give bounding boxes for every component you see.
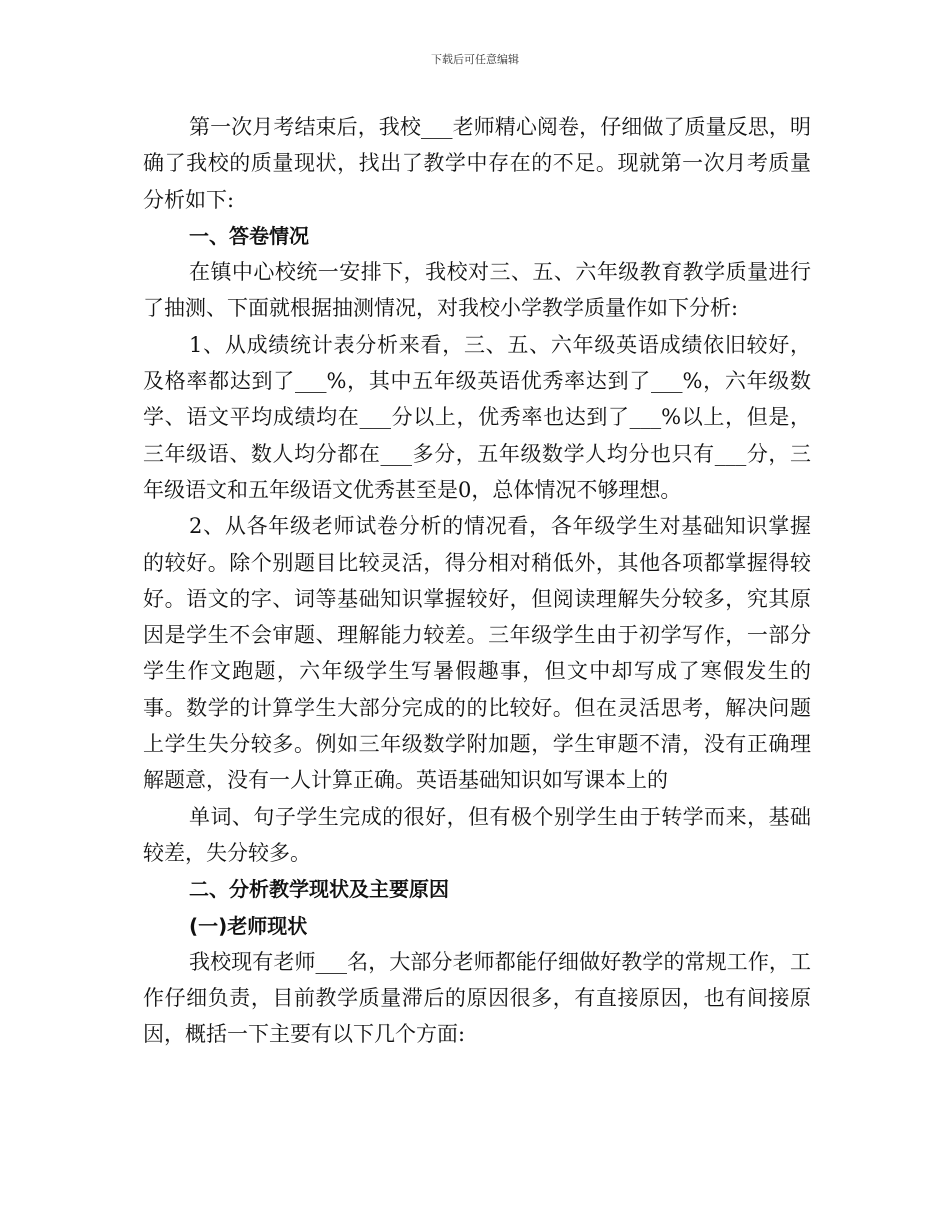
paragraph-teacher-status: 我校现有老师___名，大部分老师都能仔细做好教学的常规工作，工作仔细负责，目前教学质量滞后的原因很多，有直接原因，也有间接原因，概括一下主要有以下几个方面: bbox=[143, 949, 811, 1047]
paragraph-sampling: 在镇中心校统一安排下，我校对三、五、六年级教育教学质量进行了抽测、下面就根据抽测情况，对我校小学教学质量作如下分析: bbox=[143, 260, 811, 321]
paragraph-score-statistics: 1、从成绩统计表分析来看，三、五、六年级英语成绩依旧较好，及格率都达到了___%，其中五年级英语优秀率达到了___%，六年级数学、语文平均成绩均在___分以上，优秀率也达到了___%以上，但是，三年级语、数人均分都在___多分，五年级数学人均分也只有___分，三年级语文和五年级语文优秀甚至是0，总体情况不够理想。 bbox=[143, 332, 811, 502]
intro-paragraph: 第一次月考结束后，我校___老师精心阅卷，仔细做了质量反思，明确了我校的质量现状，找出了教学中存在的不足。现就第一次月考质量分析如下: bbox=[143, 115, 811, 212]
section-heading-answer-situation: 一、答卷情况 bbox=[189, 223, 309, 248]
header-note: 下载后可任意编辑 bbox=[431, 53, 519, 66]
paragraph-paper-analysis: 2、从各年级老师试卷分析的情况看，各年级学生对基础知识掌握的较好。除个别题目比较灵活，得分相对稍低外，其他各项都掌握得较好。语文的字、词等基础知识掌握较好，但阅读理解失分较多，究其原因是学生不会审题、理解能力较差。三年级学生由于初学写作，一部分学生作文跑题，六年级学生写暑假趣事，但文中却写成了寒假发生的事。数学的计算学生大部分完成的的比较好。但在灵活思考，解决问题上学生失分较多。例如三年级数学附加题，学生审题不清，没有正确理解题意，没有一人计算正确。英语基础知识如写课本上的 bbox=[143, 514, 811, 793]
document-body bbox=[143, 109, 811, 1053]
section-heading-teaching-status: 二、分析教学现状及主要原因 bbox=[189, 877, 449, 902]
paragraph-english-basics: 单词、句子学生完成的很好，但有极个别学生由于转学而来，基础较差，失分较多。 bbox=[143, 804, 811, 865]
subsection-heading-teacher-status: (一)老师现状 bbox=[189, 913, 308, 938]
